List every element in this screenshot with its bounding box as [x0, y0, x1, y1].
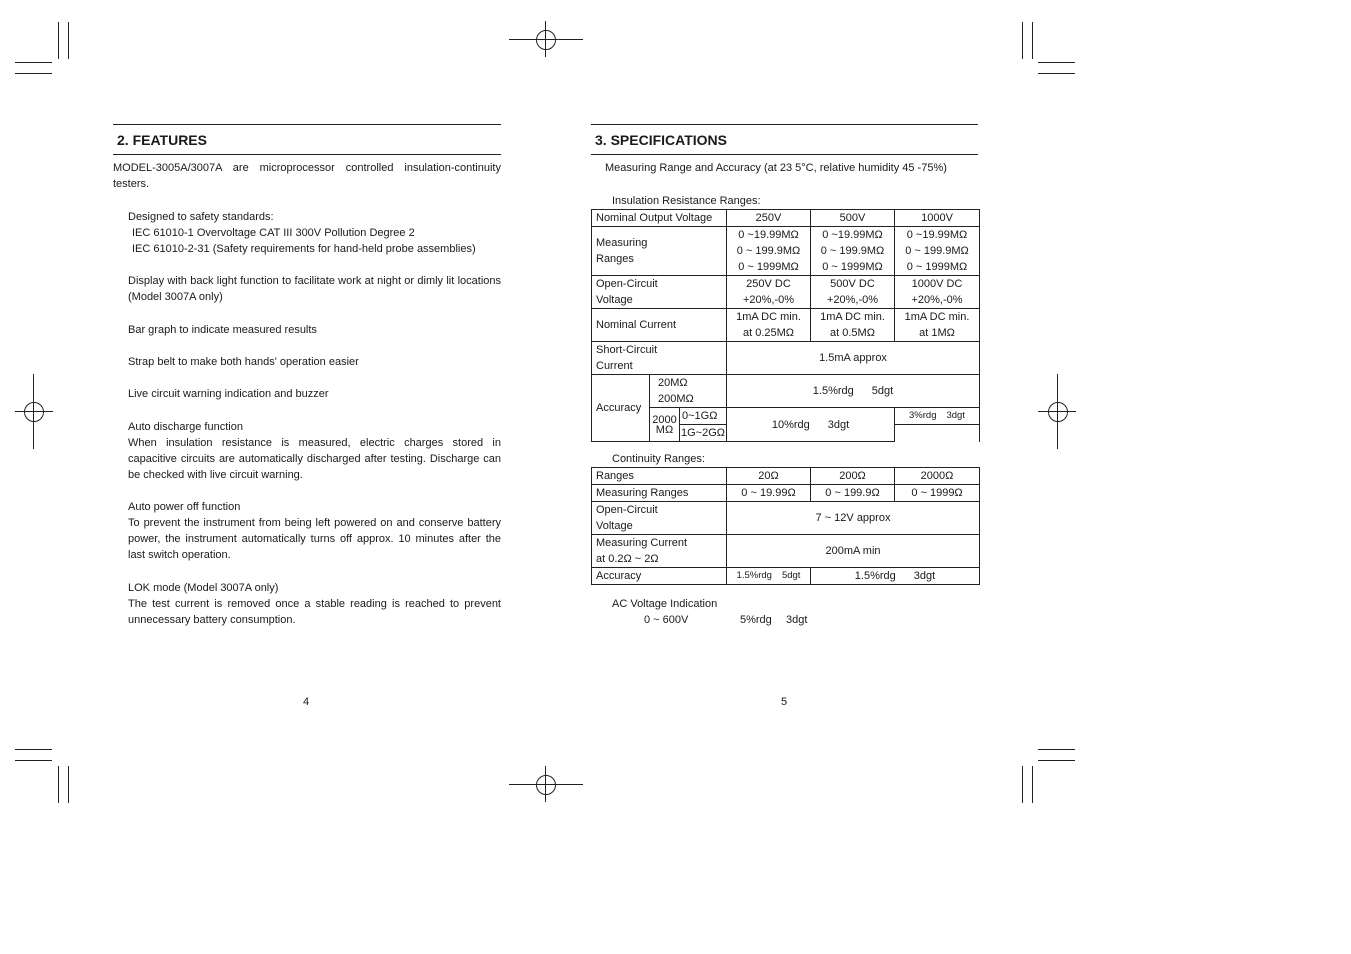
registration-circle-icon — [536, 30, 556, 50]
ins-accuracy-value-2 — [727, 408, 895, 442]
ins-short-circuit-label — [592, 342, 727, 375]
cell-line: +20%,-0% — [742, 294, 795, 306]
cont-range-20: 0 ~ 19.99Ω — [727, 485, 811, 502]
bargraph-feature: Bar graph to indicate measured results — [128, 324, 317, 336]
ins-nominal-current-label: Nominal Current — [592, 309, 727, 342]
ins-accuracy-empty — [895, 425, 980, 442]
ins-nc-500v — [811, 309, 895, 342]
cell-line: 0 ~ 1999MΩ — [738, 261, 799, 273]
cell-line: Voltage — [596, 294, 633, 306]
ins-oc-250v — [727, 276, 811, 309]
safety-standard-1: IEC 61010-1 Overvoltage CAT III 300V Pollution Degree 2 — [132, 227, 415, 239]
ins-accuracy-sub-1g-2g: 1G~2GΩ — [680, 425, 727, 442]
backlight-feature: Display with back light function to facilitate work at night or dimly lit locations (Model 3007A only) — [128, 275, 501, 304]
table-row — [592, 485, 980, 502]
ac-voltage-pct: 5%rdg — [740, 614, 772, 626]
cont-measuring-current-value: 200mA min — [727, 535, 980, 568]
accuracy-dgt: 3dgt — [827, 418, 850, 431]
cell-line: 1mA DC min. — [736, 311, 801, 323]
cell-line: Open-Circuit — [596, 278, 658, 290]
registration-circle-icon — [536, 775, 556, 795]
cell-line: at 1MΩ — [919, 327, 955, 339]
ins-nc-250v — [727, 309, 811, 342]
ins-range-1000v — [895, 227, 980, 276]
ins-accuracy-label: Accuracy — [592, 375, 650, 442]
cont-header-200: 200Ω — [811, 468, 895, 485]
cell-line: 0 ~ 199.9MΩ — [736, 245, 801, 257]
ins-nc-1000v — [895, 309, 980, 342]
insulation-table — [591, 209, 980, 442]
discharge-heading: Auto discharge function — [128, 421, 243, 433]
ins-header-250v: 250V — [727, 210, 811, 227]
cell-line: 0 ~ 1999MΩ — [906, 261, 968, 273]
cell-line: 1mA DC min. — [904, 311, 970, 323]
cell-line: at 0.2Ω ~ 2Ω — [596, 553, 659, 565]
cont-header-20: 20Ω — [727, 468, 811, 485]
ins-header-500v: 500V — [811, 210, 895, 227]
live-warning-feature: Live circuit warning indication and buzzer — [128, 388, 329, 400]
ins-measuring-ranges-label — [592, 227, 727, 276]
accuracy-pct: 10%rdg — [771, 418, 810, 431]
features-title: 2. FEATURES — [117, 132, 207, 148]
features-header — [113, 124, 501, 155]
cell-line: at 0.5MΩ — [830, 327, 875, 339]
safety-standard-2: IEC 61010-2-31 (Safety requirements for hand-held probe assemblies) — [132, 243, 476, 255]
page-number-left: 4 — [303, 696, 310, 708]
ins-accuracy-range-20-200 — [650, 375, 727, 408]
cell-line: 500V DC — [830, 278, 875, 290]
ins-accuracy-value-3 — [895, 408, 980, 425]
ac-voltage-range: 0 ~ 600V — [644, 614, 689, 626]
cell-line: 0 ~ 199.9MΩ — [820, 245, 885, 257]
accuracy-dgt: 5dgt — [781, 570, 801, 581]
discharge-body: When insulation resistance is measured, electric charges stored in capacitive circuits are automatically discharged after testing. Discharge can be checked with live circuit warning. — [128, 437, 501, 482]
table-row — [592, 227, 980, 276]
ac-voltage-heading: AC Voltage Indication — [612, 598, 718, 610]
continuity-heading: Continuity Ranges: — [612, 453, 705, 465]
ins-accuracy-value-1 — [727, 375, 980, 408]
cont-range-2000: 0 ~ 1999Ω — [895, 485, 980, 502]
cont-open-circuit-value: 7 ~ 12V approx — [727, 502, 980, 535]
specifications-title: 3. SPECIFICATIONS — [595, 132, 727, 148]
cell-line: Measuring — [596, 237, 648, 249]
table-row — [592, 309, 980, 342]
continuity-table — [591, 467, 980, 585]
cell-line: Open-Circuit — [596, 504, 658, 516]
accuracy-pct: 3%rdg — [909, 410, 937, 421]
table-row — [592, 468, 980, 485]
accuracy-dgt: 5dgt — [871, 385, 894, 397]
lok-body: The test current is removed once a stable reading is reached to prevent unnecessary battery consumption. — [128, 598, 501, 627]
specifications-header — [591, 124, 978, 155]
ins-range-250v — [727, 227, 811, 276]
cell-line: Measuring Current — [596, 537, 688, 549]
cell-line: 1000V DC — [911, 278, 963, 290]
lok-heading: LOK mode (Model 3007A only) — [128, 582, 279, 594]
cell-line: Ranges — [596, 253, 634, 265]
accuracy-pct: 1.5%rdg — [812, 385, 854, 397]
cell-line: 20MΩ — [658, 377, 688, 389]
table-row — [592, 568, 980, 585]
poweroff-body: To prevent the instrument from being left powered on and conserve battery power, the instrument automatically turns off approx. 10 minutes after the last switch operation. — [128, 517, 501, 562]
cell-line: 0 ~ 1999MΩ — [822, 261, 883, 273]
cell-line: 0 ~19.99MΩ — [738, 229, 799, 241]
cell-line: 250V DC — [746, 278, 791, 290]
table-row — [592, 502, 980, 535]
ins-open-circuit-label — [592, 276, 727, 309]
ac-voltage-dgt: 3dgt — [786, 614, 808, 626]
cont-measuring-current-label — [592, 535, 727, 568]
cell-line: +20%,-0% — [911, 294, 963, 306]
cell-line: Voltage — [596, 520, 633, 532]
cell-line: Short-Circuit — [596, 344, 658, 356]
cont-accuracy-value-1 — [727, 568, 811, 585]
range-accuracy-note: Measuring Range and Accuracy (at 23 5°C, relative humidity 45 -75%) — [605, 162, 947, 174]
cell-line: +20%,-0% — [826, 294, 879, 306]
strap-feature: Strap belt to make both hands' operation easier — [128, 356, 359, 368]
cont-range-200: 0 ~ 199.9Ω — [811, 485, 895, 502]
table-row — [592, 375, 980, 408]
table-row — [592, 342, 980, 375]
cell-line: at 0.25MΩ — [742, 327, 795, 339]
accuracy-dgt: 3dgt — [946, 410, 965, 421]
accuracy-dgt: 3dgt — [913, 570, 936, 582]
cell-line: Current — [596, 360, 633, 372]
cont-measuring-ranges-label: Measuring Ranges — [592, 485, 727, 502]
accuracy-pct: 1.5%rdg — [854, 570, 896, 582]
cell-line: 1mA DC min. — [820, 311, 885, 323]
cell-line: 2000 — [652, 413, 677, 426]
cell-line: MΩ — [655, 423, 674, 436]
cell-line: 0 ~19.99MΩ — [822, 229, 883, 241]
ins-accuracy-sub-0-1g: 0~1GΩ — [680, 408, 727, 425]
ins-header-label: Nominal Output Voltage — [592, 210, 727, 227]
page-number-right: 5 — [781, 696, 788, 708]
cont-accuracy-label: Accuracy — [592, 568, 727, 585]
table-row — [592, 276, 980, 309]
insulation-heading: Insulation Resistance Ranges: — [612, 195, 761, 207]
ins-oc-500v — [811, 276, 895, 309]
ins-oc-1000v — [895, 276, 980, 309]
cell-line: 0 ~ 199.9MΩ — [905, 245, 969, 257]
cont-accuracy-value-2 — [811, 568, 980, 585]
ins-header-1000v: 1000V — [895, 210, 980, 227]
features-intro: MODEL-3005A/3007A are microprocessor controlled insulation-continuity testers. — [113, 162, 501, 191]
cell-line: 200MΩ — [658, 393, 694, 405]
ins-short-circuit-value: 1.5mA approx — [727, 342, 980, 375]
safety-heading: Designed to safety standards: — [128, 211, 274, 223]
table-row — [592, 210, 980, 227]
cont-header-2000: 2000Ω — [895, 468, 980, 485]
cont-header-label: Ranges — [592, 468, 727, 485]
ins-range-500v — [811, 227, 895, 276]
cell-line: 0 ~19.99MΩ — [906, 229, 968, 241]
accuracy-pct: 1.5%rdg — [736, 570, 772, 581]
registration-circle-icon — [24, 402, 44, 422]
table-row — [592, 408, 980, 425]
registration-circle-icon — [1048, 402, 1068, 422]
poweroff-heading: Auto power off function — [128, 501, 241, 513]
table-row — [592, 535, 980, 568]
ins-accuracy-range-2000 — [650, 408, 680, 442]
cont-open-circuit-label — [592, 502, 727, 535]
